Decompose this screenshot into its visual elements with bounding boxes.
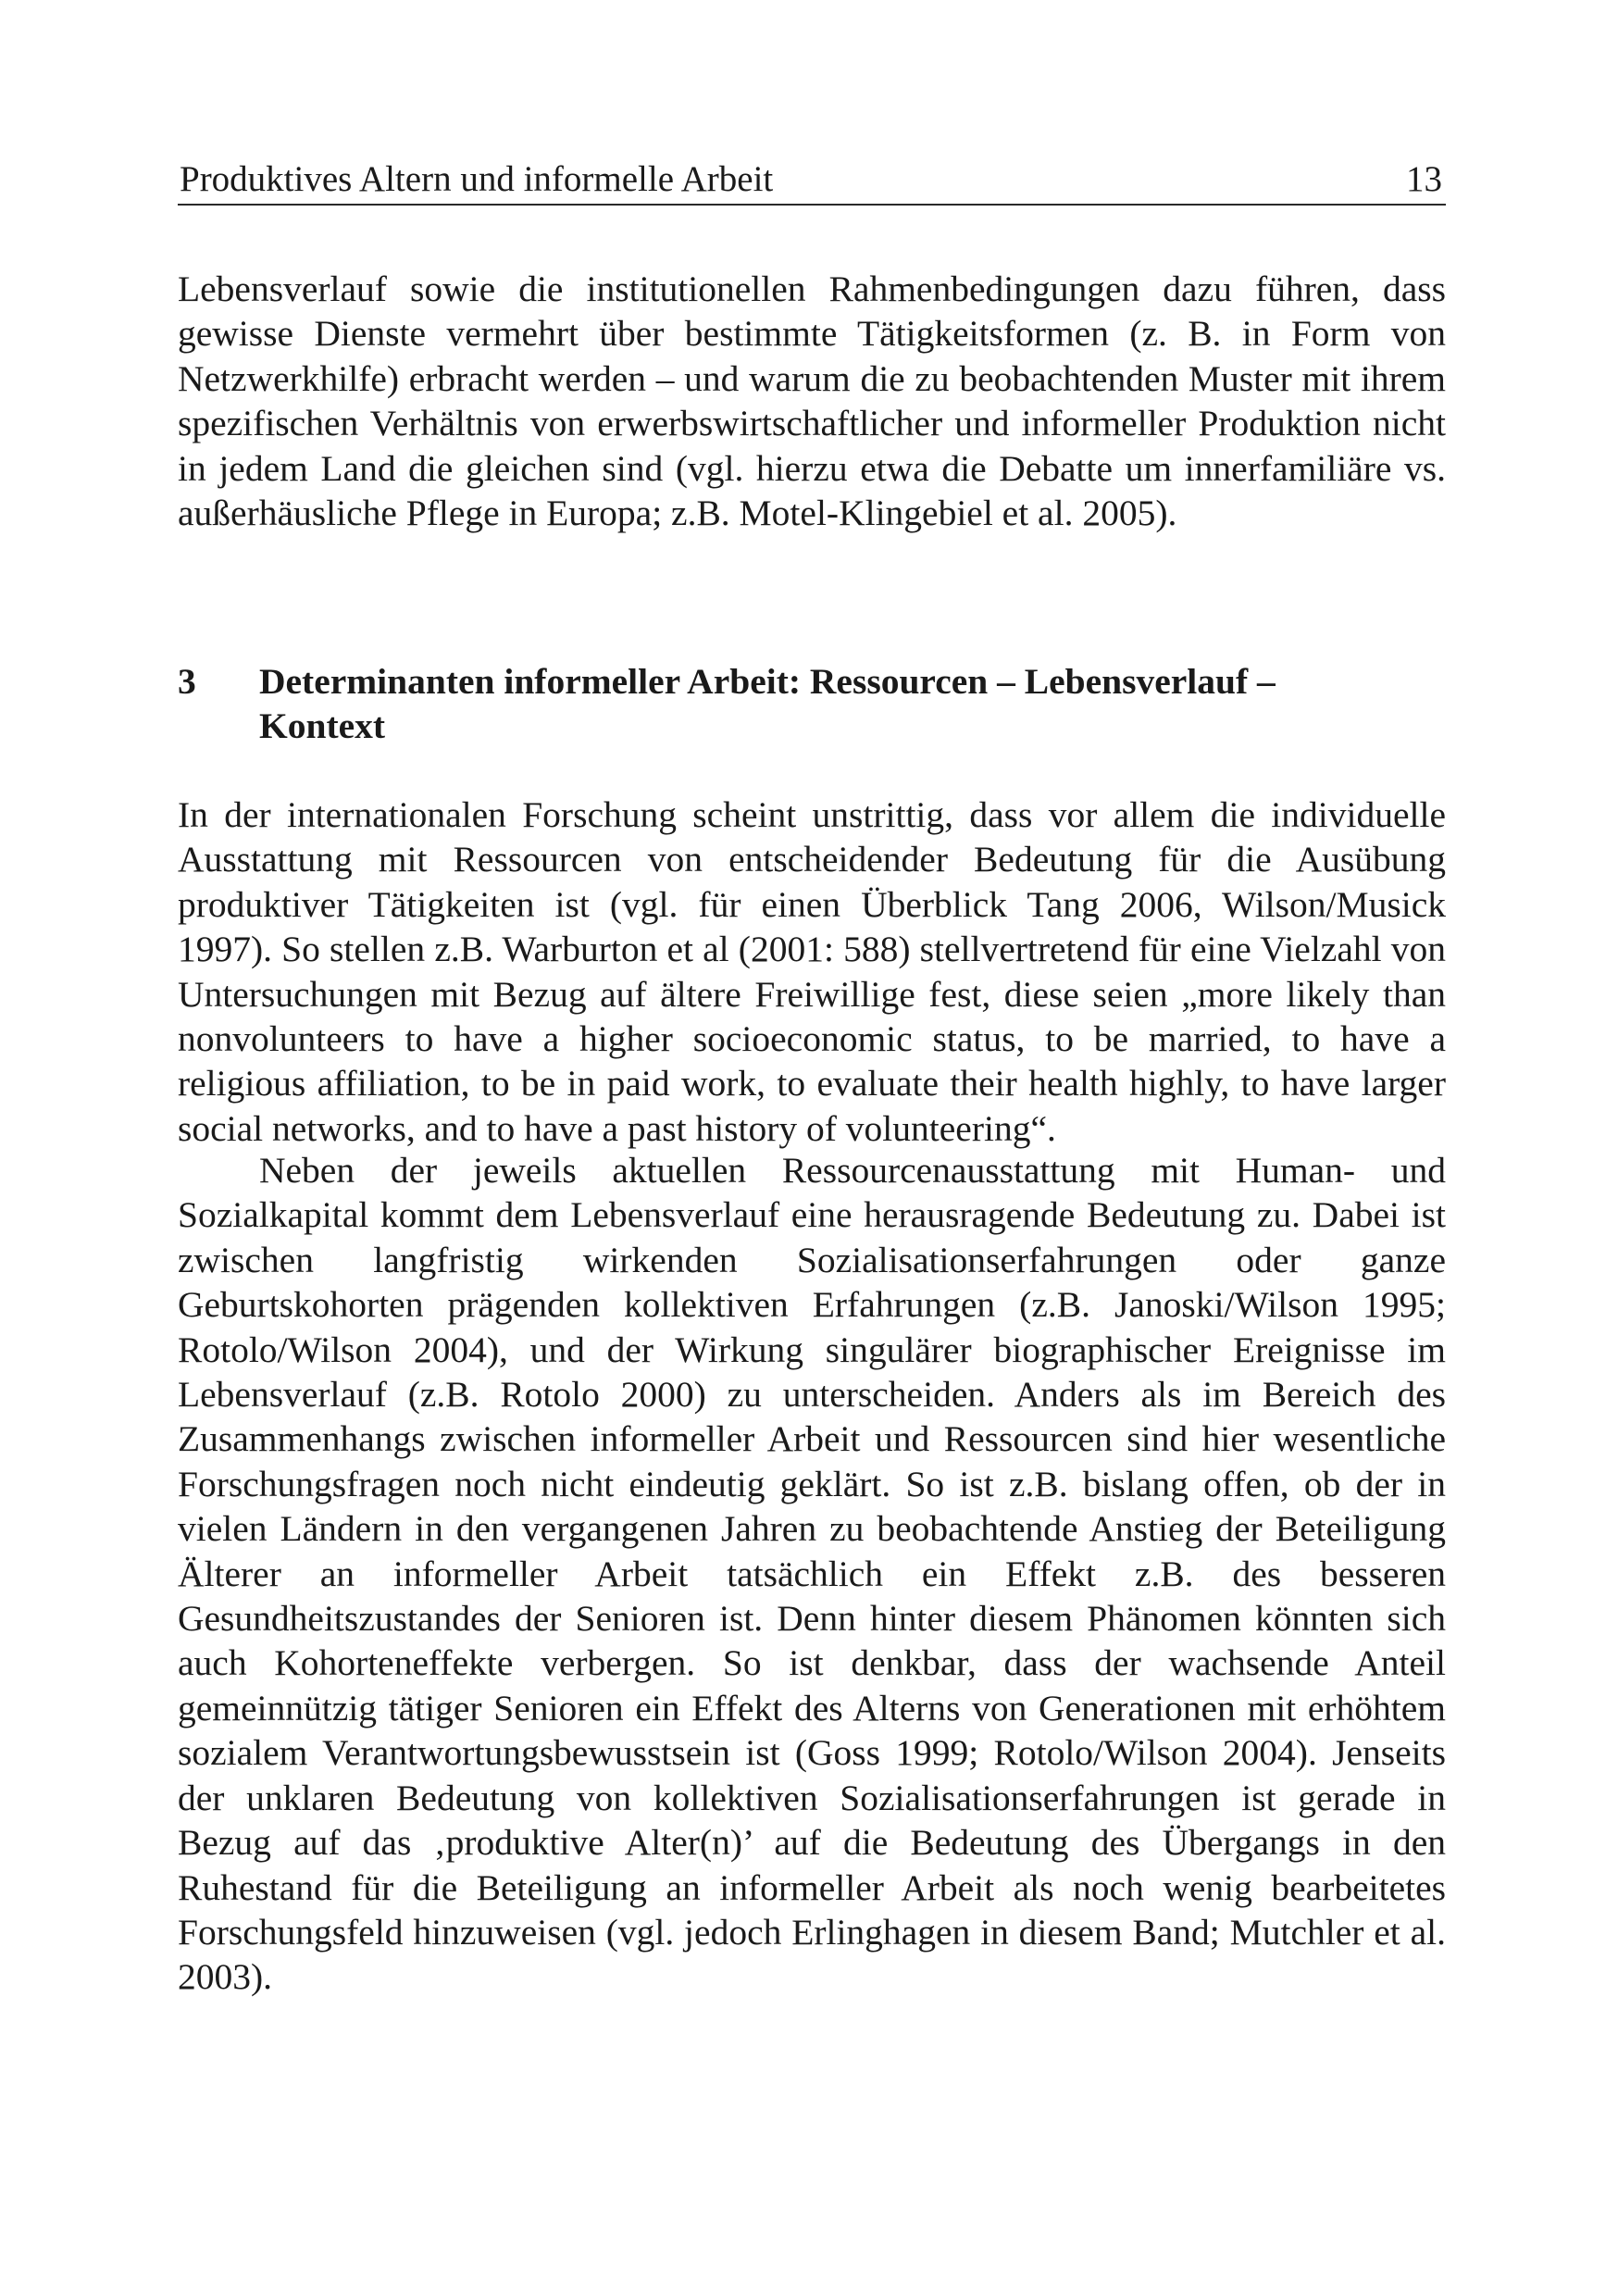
- running-header: [178, 156, 1446, 206]
- page-number: 13: [1406, 159, 1442, 199]
- paragraph-resources: In der internationalen Forschung scheint unstrittig, dass vor allem die individuelle Ausstattung mit Ressourcen von entscheidender Bedeutung für die Ausübung produktiver Tätigkeiten ist (vgl. für einen Überblick Tang 2006, Wilson/Musick 1997). So stellen z.B. Warburton et al (2001: 588) stellvertretend für eine Vielzahl von Untersuchungen mit Bezug auf ältere Freiwillige fest, diese seien „more likely than nonvolunteers to have a higher socioeconomic status, to be married, to have a religious affiliation, to be in paid work, to evaluate their health highly, to have larger social networks, and to have a past history of volunteering“.: [178, 794, 1446, 1149]
- paragraph-life-course: Neben der jeweils aktuellen Ressourcenausstattung mit Human- und Sozialkapital kommt dem Lebensverlauf eine herausragende Bedeutung zu. Dabei ist zwischen langfristig wirkenden Sozialisationserfahrungen oder ganze Geburtskohorten prägenden kollektiven Erfahrungen (z.B. Janoski/Wilson 1995; Rotolo/Wilson 2004), und der Wirkung singulärer biographischer Ereignisse im Lebensverlauf (z.B. Rotolo 2000) zu unterscheiden. Anders als im Bereich des Zusammenhangs zwischen informeller Arbeit und Ressourcen sind hier wesentliche Forschungsfragen noch nicht eindeutig geklärt. So ist z.B. bislang offen, ob der in vielen Ländern in den vergangenen Jahren zu beobachtende Anstieg der Beteiligung Älterer an informeller Arbeit tatsächlich ein Effekt z.B. des besseren Gesundheitszustandes der Senioren ist. Denn hinter diesem Phänomen könnten sich auch Kohorteneffekte verbergen. So ist denkbar, dass der wachsende Anteil gemeinnützig tätiger Senioren ein Effekt des Alterns von Generationen mit erhöhtem sozialem Verantwortungsbewusstsein ist (Goss 1999; Rotolo/Wilson 2004). Jenseits der unklaren Bedeutung von kollektiven Sozialisationserfahrungen ist gerade in Bezug auf das ‚produktive Alter(n)’ auf die Bedeutung des Übergangs in den Ruhestand für die Beteiligung an informeller Arbeit als noch wenig bearbeitetes Forschungsfeld hinzuweisen (vgl. jedoch Erlinghagen in diesem Band; Mutchler et al. 2003).: [178, 1150, 1446, 1998]
- section-number: 3: [178, 661, 196, 702]
- paragraph-continued: Lebensverlauf sowie die institutionellen Rahmenbedingungen dazu führen, dass gewisse Dienste vermehrt über bestimmte Tätigkeitsformen (z. B. in Form von Netzwerkhilfe) erbracht werden – und warum die zu beobachtenden Muster mit ihrem spezifischen Verhältnis von erwerbswirtschaftlicher und informeller Produktion nicht in jedem Land die gleichen sind (vgl. hierzu etwa die Debatte um innerfamiliäre vs. außerhäusliche Pflege in Europa; z.B. Motel-Klingebiel et al. 2005).: [178, 268, 1446, 534]
- section-title: Determinanten informeller Arbeit: Ressourcen – Lebensverlauf – Kontext: [259, 661, 1276, 747]
- section-heading: [178, 659, 1446, 749]
- running-title: Produktives Altern und informelle Arbeit: [180, 159, 774, 199]
